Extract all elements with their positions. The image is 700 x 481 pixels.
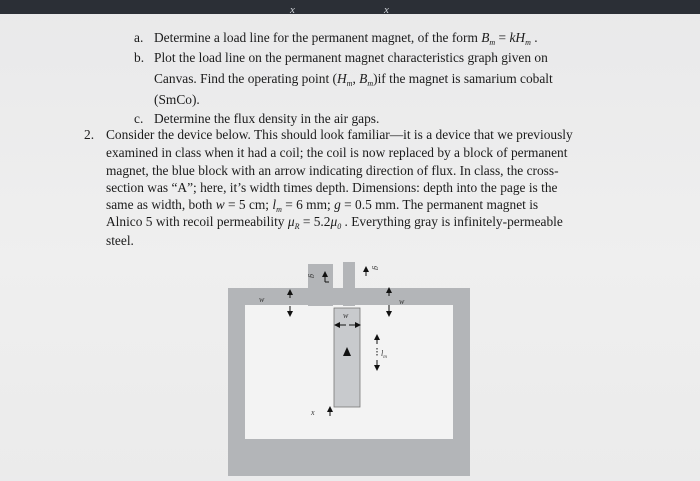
item-c-text: Determine the flux density in the air gaps.	[154, 111, 380, 126]
item-b-line-2	[154, 71, 553, 92]
item-b-line-1: Plot the load line on the permanent magnet characteristics graph given on	[154, 50, 548, 65]
item-b-material: if the magnet is samarium cobalt	[377, 71, 553, 86]
top-mark-right: x	[384, 4, 389, 16]
magnetic-device-figure	[228, 252, 472, 476]
item-a-marker: a.	[134, 30, 144, 45]
item-b-marker: b.	[134, 50, 145, 65]
problem-2-line-4: section was “A”; here, it’s width times depth. Dimensions: depth into the page is the	[106, 180, 558, 195]
problem-2-line-2: examined in class when it had a coil; the coil is now replaced by a block of permanent	[106, 145, 568, 160]
problem-2-line-3: magnet, the blue block with an arrow indicating direction of flux. In class, the cross-	[106, 163, 559, 178]
device-diagram	[228, 252, 472, 476]
problem-2-line-6: Alnico 5 with recoil permeability $\mu_R = 5.2\mu_0$ . Everything gray is infinitely-permeable	[106, 214, 563, 231]
label-x-bottom: x	[311, 408, 315, 417]
window-top-bar	[0, 0, 700, 14]
problem-2-number: 2.	[84, 127, 95, 142]
item-a-sentence: Determine a load line for the permanent magnet, of the form	[154, 30, 478, 45]
top-mark-left: x	[290, 4, 295, 16]
item-c-marker: c.	[134, 111, 144, 126]
label-w-right: w	[399, 297, 405, 306]
label-w-center: w	[343, 311, 349, 320]
item-b-operating-point: Canvas. Find the operating point ($H_m$, $B_m$)	[154, 71, 378, 88]
problem-2-line-5: same as width, both w = 5 cm; $l_m = 6$ mm; g = 0.5 mm. The permanent magnet is	[106, 197, 539, 214]
item-a-formula: $B_m = kH_m$ .	[481, 30, 538, 47]
center-steel-post-upper	[308, 264, 333, 306]
item-b-line-3: (SmCo).	[154, 92, 200, 107]
label-gap-left: g	[308, 274, 317, 278]
item-a-text	[154, 30, 538, 51]
label-w-left: w	[259, 295, 265, 304]
permanent-magnet-block	[334, 308, 360, 407]
problem-2-line-1: Consider the device below. This should look familiar—it is a device that we previously	[106, 127, 573, 142]
steel-tooth-right	[343, 262, 355, 306]
problem-2-line-7: steel.	[106, 233, 134, 248]
label-lm: $l_m$	[381, 349, 387, 360]
label-gap-right: g	[372, 266, 381, 270]
